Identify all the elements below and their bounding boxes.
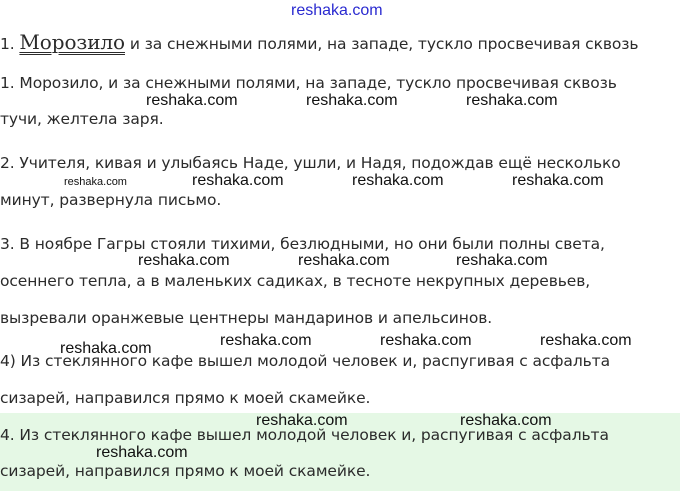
watermark[interactable]: reshaka.com (138, 252, 230, 269)
watermark[interactable]: reshaka.com (466, 92, 558, 109)
intro-rest: и за снежными полями, на западе, тускло просвечивая сквозь (129, 35, 639, 53)
watermark[interactable]: reshaka.com (352, 172, 444, 189)
underlined-word: Морозило (19, 30, 125, 54)
watermark[interactable]: reshaka.com (460, 412, 552, 429)
watermark[interactable]: reshaka.com (456, 252, 548, 269)
watermark[interactable]: reshaka.com (146, 92, 238, 109)
item-line-6: осеннего тепла, а в маленьких садиках, в тесноте некрупных деревьев, (0, 272, 591, 290)
item-line-8: 4) Из стеклянного кафе вышел молодой человек и, распугивая с асфальта (0, 352, 610, 370)
answer-line-1: 4. Из стеклянного кафе вышел молодой человек и, распугивая с асфальта (0, 426, 609, 444)
watermark[interactable]: reshaka.com (256, 412, 348, 429)
watermark[interactable]: reshaka.com (64, 176, 127, 188)
watermark[interactable]: reshaka.com (380, 332, 472, 349)
watermark[interactable]: reshaka.com (512, 172, 604, 189)
item-line-5: 3. В ноябре Гагры стояли тихими, безлюдными, но они были полны света, (0, 235, 605, 253)
watermark[interactable]: reshaka.com (298, 252, 390, 269)
intro-line (0, 30, 638, 54)
watermark[interactable]: reshaka.com (306, 92, 398, 109)
watermark-top[interactable]: reshaka.com (291, 2, 383, 19)
answer-line-2: сизарей, направился прямо к моей скамейке. (0, 462, 371, 480)
watermark[interactable]: reshaka.com (220, 332, 312, 349)
item-line-2: тучи, желтела заря. (0, 110, 164, 128)
item-line-1: 1. Морозило, и за снежными полями, на западе, тускло просвечивая сквозь (0, 74, 617, 92)
watermark[interactable]: reshaka.com (540, 332, 632, 349)
item-line-4: минут, развернула письмо. (0, 191, 222, 209)
intro-number: 1. (0, 35, 15, 53)
item-line-7: вызревали оранжевые центнеры мандаринов и апельсинов. (0, 309, 493, 327)
item-line-3: 2. Учителя, кивая и улыбаясь Наде, ушли, и Надя, подождав ещё несколько (0, 154, 621, 172)
watermark[interactable]: reshaka.com (192, 172, 284, 189)
item-line-9: сизарей, направился прямо к моей скамейке. (0, 389, 371, 407)
watermark[interactable]: reshaka.com (60, 340, 152, 357)
watermark[interactable]: reshaka.com (96, 444, 188, 461)
